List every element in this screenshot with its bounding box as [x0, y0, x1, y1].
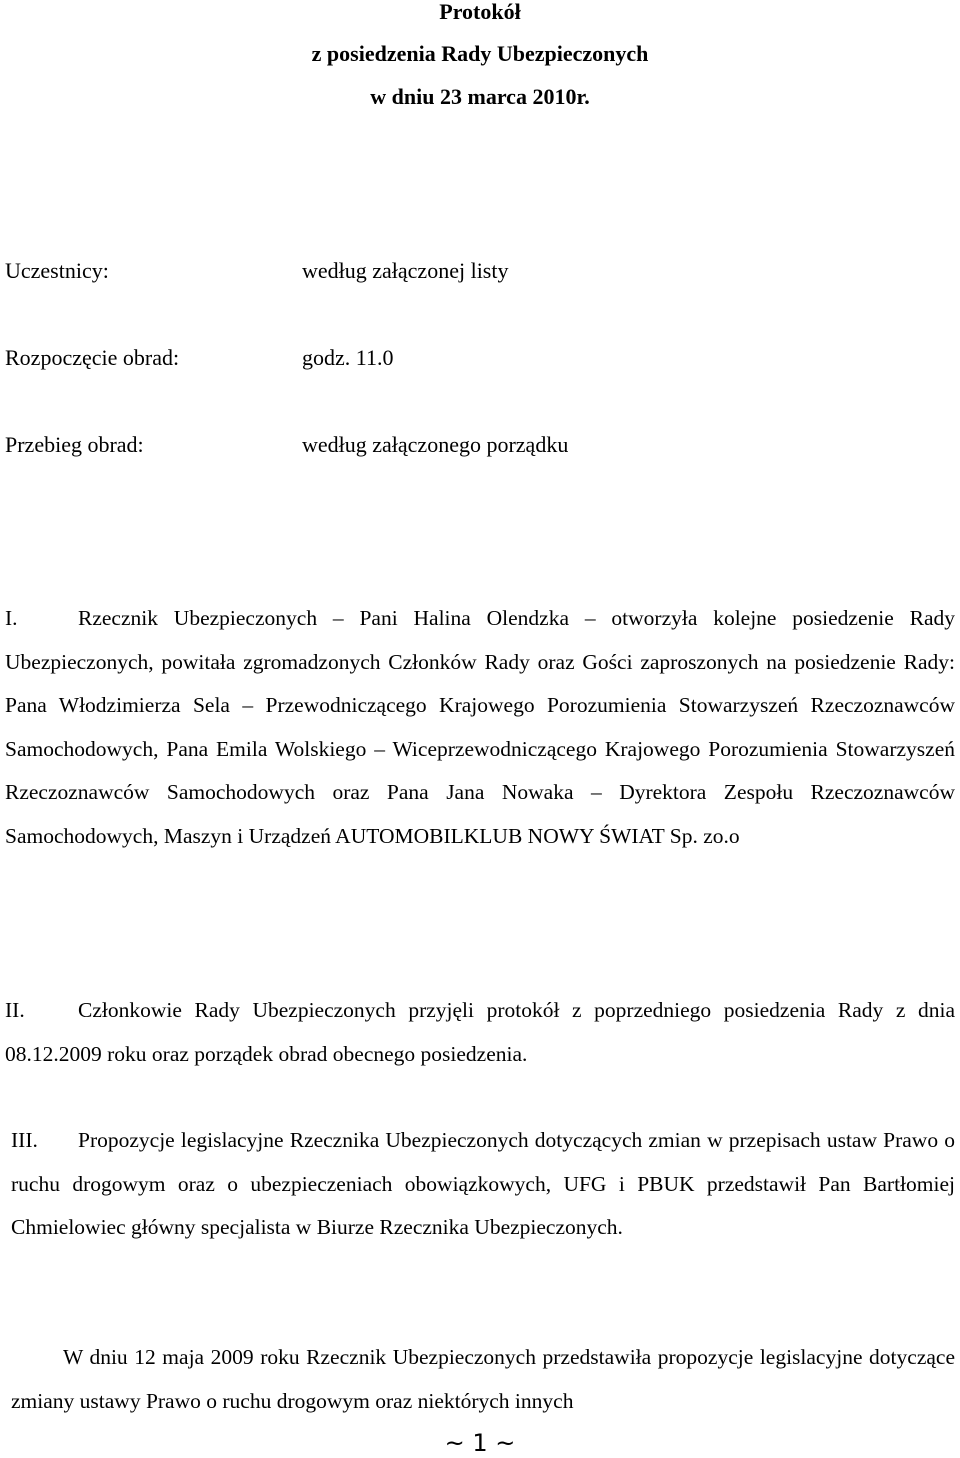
meta-agenda	[5, 430, 945, 460]
paragraph-text: W dniu 12 maja 2009 roku Rzecznik Ubezpieczonych przedstawiła propozycje legislacyjne dotyczące zmiany ustawy Prawo o ruchu drogowym oraz niektórych innych	[11, 1345, 955, 1413]
meta-participants	[5, 256, 945, 286]
body-paragraph	[11, 1336, 955, 1423]
meta-value: według załączonego porządku	[302, 432, 569, 457]
section-number: III.	[11, 1128, 38, 1152]
page-number: ~ 1 ~	[444, 1429, 516, 1457]
meta-value: godz. 11.0	[302, 345, 394, 370]
section-text: Propozycje legislacyjne Rzecznika Ubezpieczonych dotyczących zmian w przepisach ustaw Prawo o ruchu drogowym oraz o ubezpieczeniach obowiązkowych, UFG i PBUK przedstawił Pan Bartłomiej Chmielowiec główny specjalista w Biurze Rzecznika Ubezpieczonych.	[11, 1128, 955, 1239]
section-number: II.	[5, 998, 25, 1022]
meta-value: według załączonej listy	[302, 258, 509, 283]
meta-label: Przebieg obrad:	[5, 432, 144, 457]
section-number: I.	[5, 606, 18, 630]
document-date: w dniu 23 marca 2010r.	[370, 84, 590, 109]
section-text: Rzecznik Ubezpieczonych – Pani Halina Olendzka – otworzyła kolejne posiedzenie Rady Ubezpieczonych, powitała zgromadzonych Członków Rady oraz Gości zaproszonych na posiedzenie Rady: Pana Włodzimierza Sela – Przewodniczącego Krajowego Porozumienia Stowarzyszeń Rzeczoznawców Samochodowych, Pana Emila Wolskiego – Wiceprzewodniczącego Krajowego Porozumienia Stowarzyszeń Rzeczoznawców Samochodowych oraz Pana Jana Nowaka – Dyrektora Zespołu Rzeczoznawców Samochodowych, Maszyn i Urządzeń AUTOMOBILKLUB NOWY ŚWIAT Sp. zo.o	[5, 606, 955, 848]
meta-start-time	[5, 343, 945, 373]
meta-label: Rozpoczęcie obrad:	[5, 345, 180, 370]
section-3	[11, 1119, 955, 1250]
document-subtitle: z posiedzenia Rady Ubezpieczonych	[311, 41, 649, 66]
section-1	[5, 597, 955, 858]
meta-label: Uczestnicy:	[5, 258, 109, 283]
document-title: Protokół	[439, 0, 521, 24]
section-text: Członkowie Rady Ubezpieczonych przyjęli protokół z poprzedniego posiedzenia Rady z dnia 08.12.2009 roku oraz porządek obrad obecnego posiedzenia.	[5, 998, 955, 1066]
section-2	[5, 989, 955, 1076]
